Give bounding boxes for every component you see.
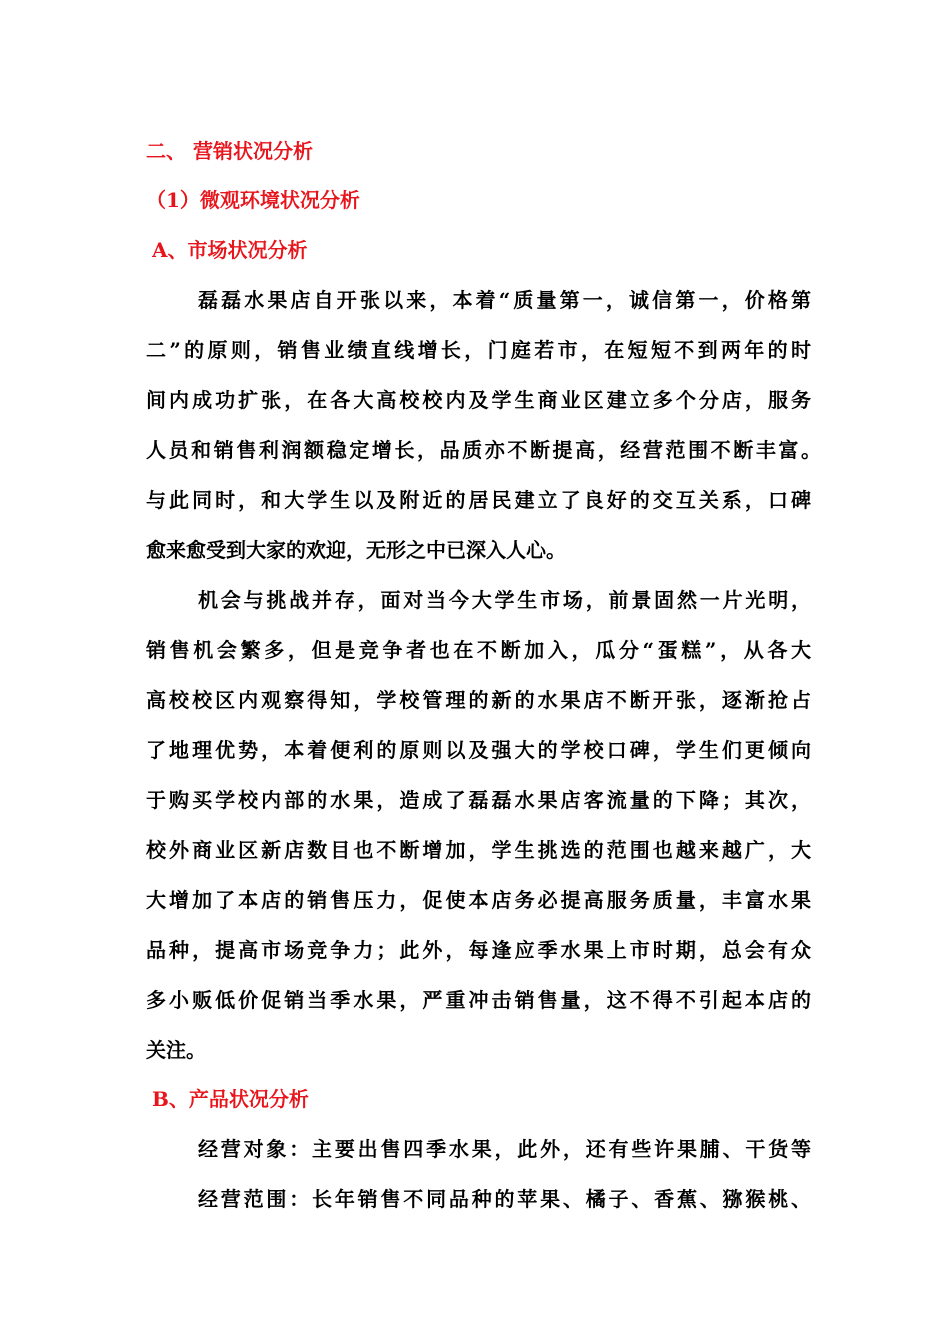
- paragraph-line: 大增加了本店的销售压力，促使本店务必提高服务质量，丰富水果: [146, 888, 811, 912]
- paragraph-line: 品种，提高市场竞争力；此外，每逢应季水果上市时期，总会有众: [146, 938, 811, 962]
- paragraph-line: 于购买学校内部的水果，造成了磊磊水果店客流量的下降；其次，: [146, 788, 811, 812]
- section-a-title: A、市场状况分析: [152, 238, 308, 262]
- paragraph-line: 间内成功扩张，在各大高校校内及学生商业区建立多个分店，服务: [146, 388, 811, 412]
- subsection-heading: （1）微观环境状况分析: [146, 188, 360, 212]
- paragraph-line: 了地理优势，本着便利的原则以及强大的学校口碑，学生们更倾向: [146, 738, 811, 762]
- paragraph-line: 二”的原则，销售业绩直线增长，门庭若市，在短短不到两年的时: [146, 338, 811, 362]
- paragraph-line: 销售机会繁多，但是竞争者也在不断加入，瓜分“蛋糕”，从各大: [146, 638, 811, 662]
- paragraph-line: 磊磊水果店自开张以来，本着“质量第一，诚信第一，价格第: [198, 288, 811, 312]
- paragraph-line: 关注。: [146, 1038, 206, 1062]
- paragraph-line: 经营对象：主要出售四季水果，此外，还有些许果脯、干货等: [198, 1137, 811, 1161]
- paragraph-line: 多小贩低价促销当季水果，严重冲击销售量，这不得不引起本店的: [146, 988, 811, 1012]
- section-b-title: B、产品状况分析: [152, 1087, 309, 1111]
- paragraph-line: 校外商业区新店数目也不断增加，学生挑选的范围也越来越广，大: [146, 838, 811, 862]
- paragraph-line: 经营范围：长年销售不同品种的苹果、橘子、香蕉、猕猴桃、: [198, 1187, 811, 1211]
- paragraph-line: 高校校区内观察得知，学校管理的新的水果店不断开张，逐渐抢占: [146, 688, 811, 712]
- section-heading: 二、 营销状况分析: [146, 139, 313, 163]
- paragraph-line: 人员和销售利润额稳定增长，品质亦不断提高，经营范围不断丰富。: [146, 438, 821, 462]
- paragraph-line: 机会与挑战并存，面对当今大学生市场，前景固然一片光明，: [198, 588, 811, 612]
- paragraph-line: 愈来愈受到大家的欢迎，无形之中已深入人心。: [146, 538, 566, 562]
- paragraph-line: 与此同时，和大学生以及附近的居民建立了良好的交互关系，口碑: [146, 488, 811, 512]
